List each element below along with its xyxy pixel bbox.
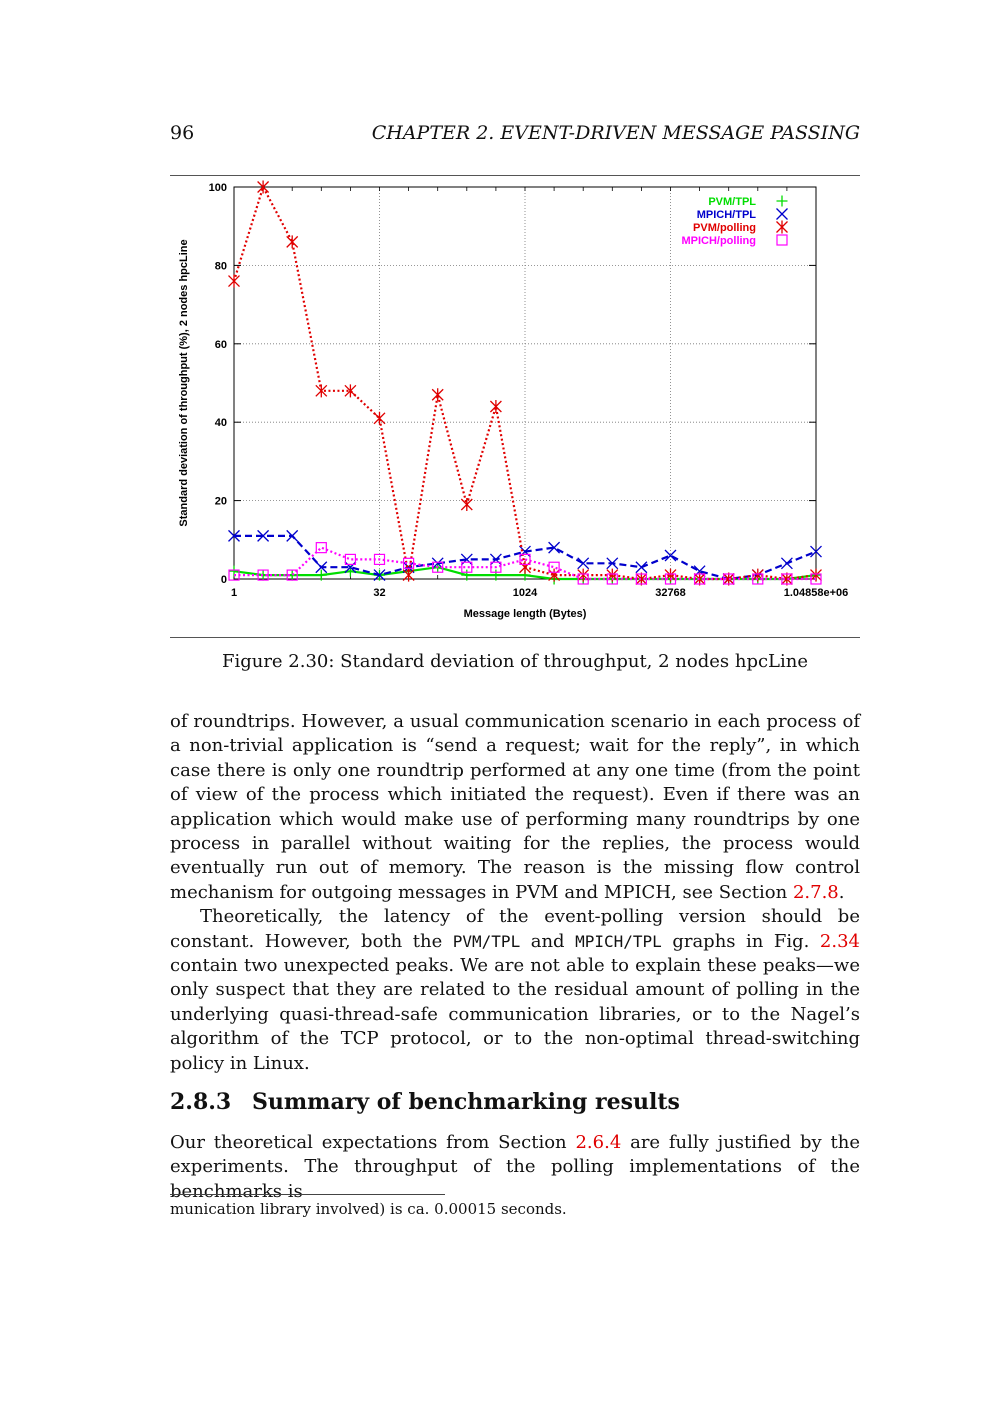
y-tick-label: 40 xyxy=(214,417,227,430)
footnote: munication library involved) is ca. 0.00015 seconds. xyxy=(170,1200,567,1218)
y-tick-label: 60 xyxy=(214,338,227,351)
legend-label: MPICH/TPL xyxy=(696,209,756,221)
data-point xyxy=(461,498,472,511)
paragraph-2-text-a: Theoretically, the latency of the event-polling version should be constant. However, both the xyxy=(170,906,860,952)
page-header xyxy=(170,122,860,148)
page-number: 96 xyxy=(170,122,195,144)
x-tick-label: 32768 xyxy=(655,587,686,599)
legend-marker xyxy=(777,221,788,234)
data-point xyxy=(636,562,647,573)
code-mpich-tpl: MPICH/TPL xyxy=(575,931,662,951)
code-pvm-tpl: PVM/TPL xyxy=(452,931,521,951)
y-tick-label: 100 xyxy=(208,182,227,194)
section-ref-2-6-4[interactable]: 2.6.4 xyxy=(575,1132,622,1153)
data-point xyxy=(781,558,792,569)
figure-top-rule xyxy=(170,175,860,176)
figure-caption: Figure 2.30: Standard deviation of throughput, 2 nodes hpcLine xyxy=(221,651,809,672)
paragraph-2 xyxy=(170,905,860,1076)
data-point xyxy=(607,558,618,569)
y-axis-label: Standard deviation of throughput (%), 2 nodes hpcLine xyxy=(178,239,190,527)
footnote-rule xyxy=(170,1194,445,1195)
legend-marker xyxy=(777,209,788,220)
legend-marker xyxy=(777,196,788,207)
paragraph-3-text-a: Our theoretical expectations from Section xyxy=(170,1132,576,1153)
figure-ref-2-34[interactable]: 2.34 xyxy=(819,930,860,952)
data-point xyxy=(229,275,240,288)
data-point xyxy=(549,569,560,582)
paragraph-2-text-c: graphs in Fig. xyxy=(661,930,820,952)
legend-label: PVM/TPL xyxy=(708,196,756,208)
legend-label: MPICH/polling xyxy=(681,235,756,247)
section-number: 2.8.3 xyxy=(170,1089,232,1115)
data-point xyxy=(374,412,385,425)
x-tick-label: 1.04858e+06 xyxy=(783,587,849,599)
x-tick-label: 32 xyxy=(373,587,386,599)
data-point xyxy=(490,400,501,413)
data-point xyxy=(287,530,298,541)
legend-label: PVM/polling xyxy=(693,222,756,234)
paragraph-3-text-b: are fully justified by the experiments. The throughput of the polling implementations of the benchmarks is xyxy=(170,1132,860,1202)
y-tick-label: 20 xyxy=(214,495,227,508)
y-tick-label: 80 xyxy=(214,260,227,273)
body-text-1 xyxy=(170,710,860,1076)
paragraph-1-end: . xyxy=(838,881,845,903)
section-heading xyxy=(170,1089,860,1115)
paragraph-1-text: of roundtrips. However, a usual communication scenario in each process of a non-trivial application is “send a request; wait for the reply”, in which case there is only one roundtrip performed at any one time (from the point of view of the process which initiated the request). Even if there was an application which would make use of performing many roundtrips by one process in parallel without waiting for the replies, the process would eventually run out of memory. The reason is the missing flow control mechanism for outgoing messages in PVM and MPICH, see Section xyxy=(170,711,860,903)
paragraph-2-text-b: and xyxy=(520,930,576,952)
section-ref-2-7-8[interactable]: 2.7.8 xyxy=(792,881,839,903)
paragraph-2-text-d: contain two unexpected peaks. We are not able to explain these peaks—we only suspect that they are related to the residual amount of polling in the underlying quasi-thread-safe communication libraries, or to the Nagel’s algorithm of the TCP protocol, or to the non-optimal thread-switching policy in Linux. xyxy=(170,955,860,1074)
chapter-title: CHAPTER 2. EVENT-DRIVEN MESSAGE PASSING xyxy=(371,122,860,144)
x-axis-label: Message length (Bytes) xyxy=(463,608,587,620)
figure-bottom-rule xyxy=(170,637,860,638)
data-point xyxy=(520,561,531,574)
paragraph-1 xyxy=(170,710,860,905)
x-tick-label: 1 xyxy=(230,587,238,599)
throughput-chart xyxy=(170,177,860,627)
x-tick-label: 1024 xyxy=(512,587,538,599)
data-point xyxy=(316,543,326,553)
legend-marker xyxy=(777,235,787,245)
data-point xyxy=(403,569,414,582)
y-tick-label: 0 xyxy=(220,574,227,586)
data-point xyxy=(287,235,298,248)
section-title: Summary of benchmarking results xyxy=(252,1089,680,1115)
data-point xyxy=(432,388,443,401)
